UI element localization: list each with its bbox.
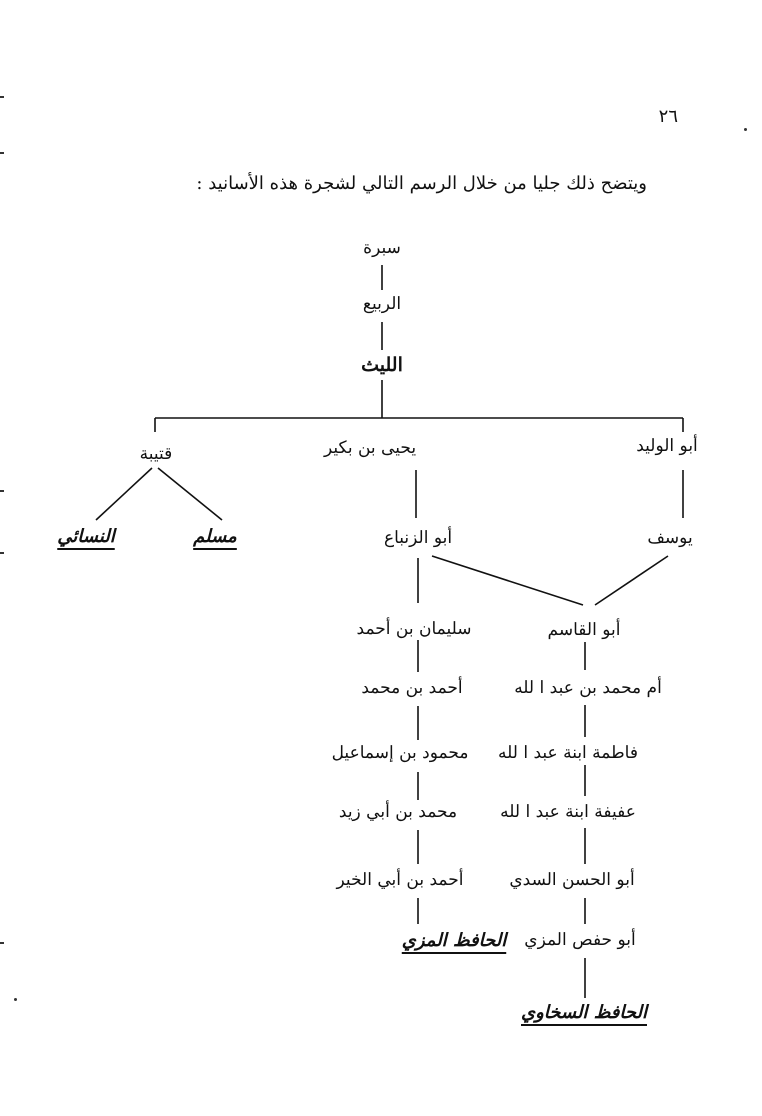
node-layth: الليث (361, 354, 403, 376)
line-yusuf-abuqasim (595, 556, 668, 605)
node-umm-muhammad: أم محمد بن عبد ا لله (514, 678, 662, 698)
line-qutayba-nasai (96, 468, 152, 520)
scan-mark (0, 942, 4, 944)
intro-text: ويتضح ذلك جليا من خلال الرسم التالي لشجرة هذه الأسانيد : (196, 173, 647, 194)
node-rabi: الربيع (362, 294, 402, 314)
node-abu-qasim: أبو القاسم (547, 620, 621, 640)
page-number: ٢٦ (658, 106, 678, 127)
node-yusuf: يوسف (647, 528, 693, 548)
node-afifa: عفيفة ابنة عبد ا لله (500, 802, 636, 822)
scan-mark (0, 152, 4, 154)
node-muslim: مسلم (193, 526, 237, 547)
node-ahmad-muhammad: أحمد بن محمد (361, 678, 463, 698)
scan-mark (0, 490, 4, 492)
node-sabra: سبرة (363, 238, 401, 258)
node-mahmud: محمود بن إسماعيل (331, 743, 469, 763)
scan-mark (0, 96, 4, 98)
node-fatima: فاطمة ابنة عبد ا لله (498, 743, 638, 763)
node-sulayman: سليمان بن أحمد (356, 619, 472, 639)
node-abu-walid: أبو الوليد (636, 436, 698, 456)
node-ahmad-khayr: أحمد بن أبي الخير (336, 870, 464, 890)
node-hafiz-sakhawi: الحافظ السخاوي (521, 1002, 647, 1023)
node-abu-zanba: أبو الزنباع (383, 528, 453, 548)
node-hafiz-mizzi: الحافظ المزي (401, 930, 507, 951)
node-yahya: يحيى بن بكير (323, 438, 417, 458)
node-abu-hasan: أبو الحسن السدي (509, 870, 635, 890)
scan-dot (14, 998, 17, 1001)
node-nasai: النسائي (57, 526, 115, 547)
scan-mark (0, 552, 4, 554)
line-qutayba-muslim (158, 468, 222, 520)
scan-dot (744, 128, 747, 131)
node-muhammad-zayd: محمد بن أبي زيد (338, 802, 458, 822)
node-abu-hafs: أبو حفص المزي (524, 930, 636, 950)
node-qutayba: قتيبة (139, 444, 173, 464)
line-abuzanba-abuqasim (432, 556, 583, 605)
